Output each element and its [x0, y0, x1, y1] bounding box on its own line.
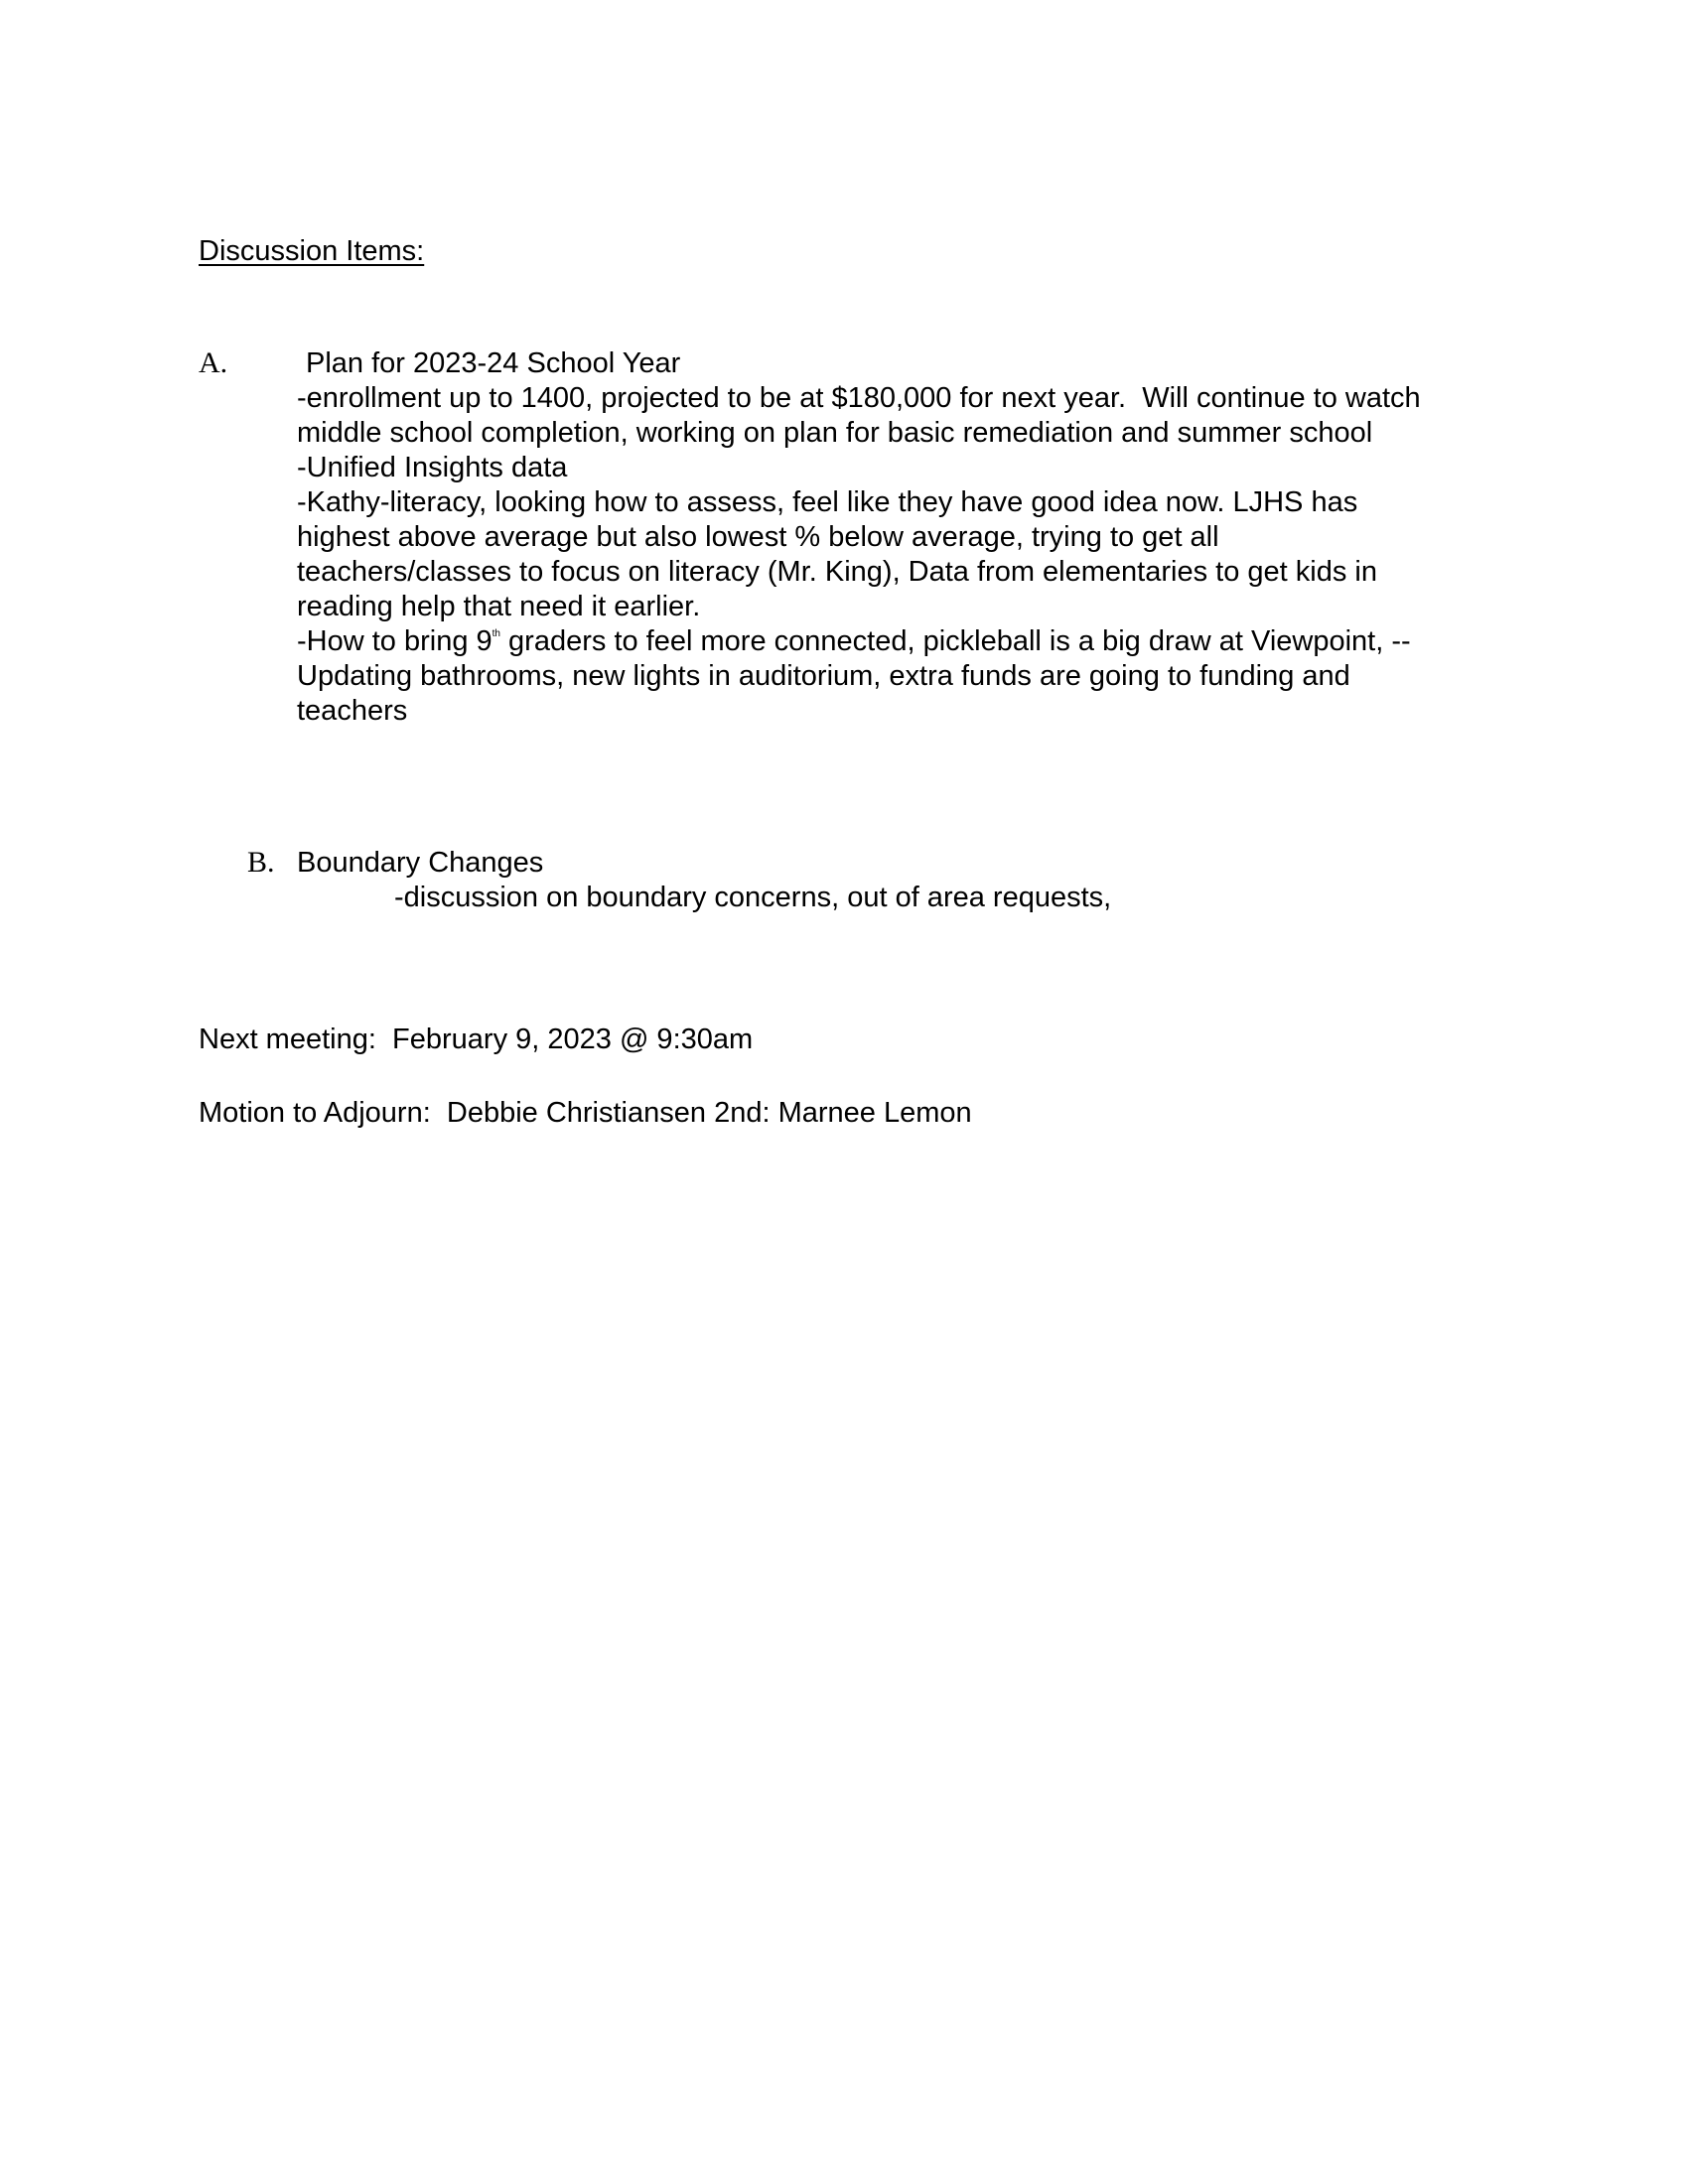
item-b-title: Boundary Changes: [297, 847, 544, 879]
item-a-line: teachers: [297, 695, 408, 727]
line-prefix: -How to bring 9: [297, 625, 492, 657]
item-a-line: -Unified Insights data: [297, 452, 568, 483]
next-meeting: Next meeting: February 9, 2023 @ 9:30am: [199, 1024, 754, 1055]
item-b-line: -discussion on boundary concerns, out of area requests,: [394, 882, 1112, 913]
item-a-line: middle school completion, working on plan for basic remediation and summer school: [297, 417, 1373, 449]
item-a-line: -Kathy-literacy, looking how to assess, feel like they have good idea now. LJHS has: [297, 486, 1358, 518]
item-a-title: Plan for 2023-24 School Year: [306, 347, 681, 379]
ordinal-superscript: th: [492, 628, 500, 639]
item-a-line: teachers/classes to focus on literacy (Mr. King), Data from elementaries to get kids in: [297, 556, 1377, 588]
item-a-line-9th-graders: [297, 624, 1411, 659]
item-a-line: -enrollment up to 1400, projected to be at $180,000 for next year. Will continue to watch: [297, 382, 1421, 414]
motion-to-adjourn: Motion to Adjourn: Debbie Christiansen 2nd: Marnee Lemon: [199, 1097, 972, 1129]
item-a-line: highest above average but also lowest % below average, trying to get all: [297, 521, 1219, 553]
item-a-marker: A.: [199, 346, 228, 379]
item-a-line: reading help that need it earlier.: [297, 591, 701, 622]
line-suffix: graders to feel more connected, pickleball is a big draw at Viewpoint, --: [500, 625, 1411, 657]
item-b-marker: B.: [247, 846, 275, 879]
discussion-items-heading: Discussion Items:: [199, 235, 425, 267]
item-a-line: Updating bathrooms, new lights in auditorium, extra funds are going to funding and: [297, 660, 1350, 692]
